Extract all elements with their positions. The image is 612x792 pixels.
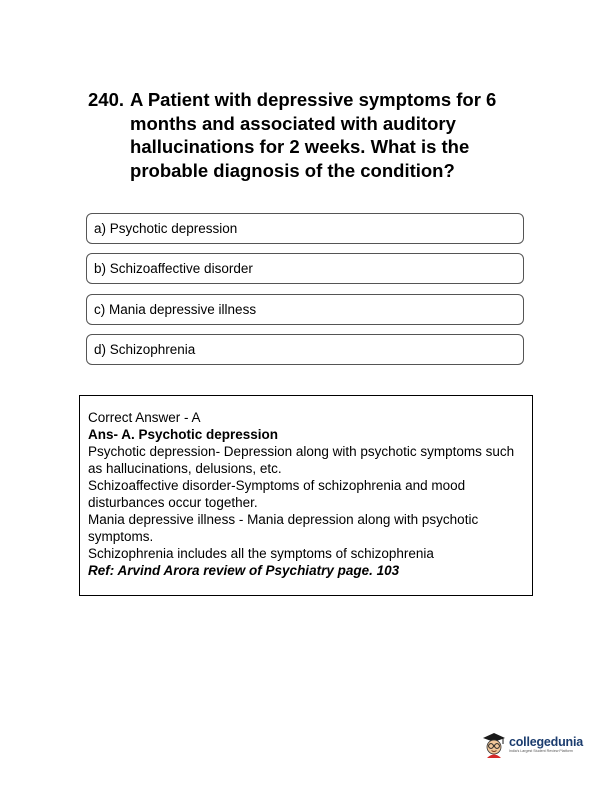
- explanation-line: Schizoaffective disorder-Symptoms of schizophrenia and mood disturbances occur together.: [88, 478, 466, 510]
- student-mascot-icon: [482, 731, 506, 759]
- option-a[interactable]: a) Psychotic depression: [86, 213, 524, 244]
- option-c[interactable]: c) Mania depressive illness: [86, 294, 524, 325]
- logo-tagline: India's Largest Student Review Platform: [509, 749, 573, 753]
- explanation-line: Psychotic depression- Depression along with psychotic symptoms such as hallucinations, delusions, etc.: [88, 444, 515, 476]
- explanation-line: Mania depressive illness - Mania depression along with psychotic symptoms.: [88, 512, 479, 544]
- answer-explanation-box: [79, 395, 533, 596]
- option-b[interactable]: b) Schizoaffective disorder: [86, 253, 524, 284]
- option-d[interactable]: d) Schizophrenia: [86, 334, 524, 365]
- correct-answer: Correct Answer - A: [88, 410, 201, 425]
- question: [88, 88, 538, 182]
- question-text: A Patient with depressive symptoms for 6 months and associated with auditory hallucinations for 2 weeks. What is the probable diagnosis of the condition?: [130, 89, 497, 181]
- answer-heading: Ans- A. Psychotic depression: [88, 427, 279, 442]
- question-number: 240.: [88, 89, 125, 110]
- collegedunia-logo: [482, 728, 592, 762]
- explanation-line: Schizophrenia includes all the symptoms of schizophrenia: [88, 546, 434, 561]
- logo-name: collegedunia: [509, 735, 584, 749]
- reference: Ref: Arvind Arora review of Psychiatry page. 103: [88, 563, 400, 578]
